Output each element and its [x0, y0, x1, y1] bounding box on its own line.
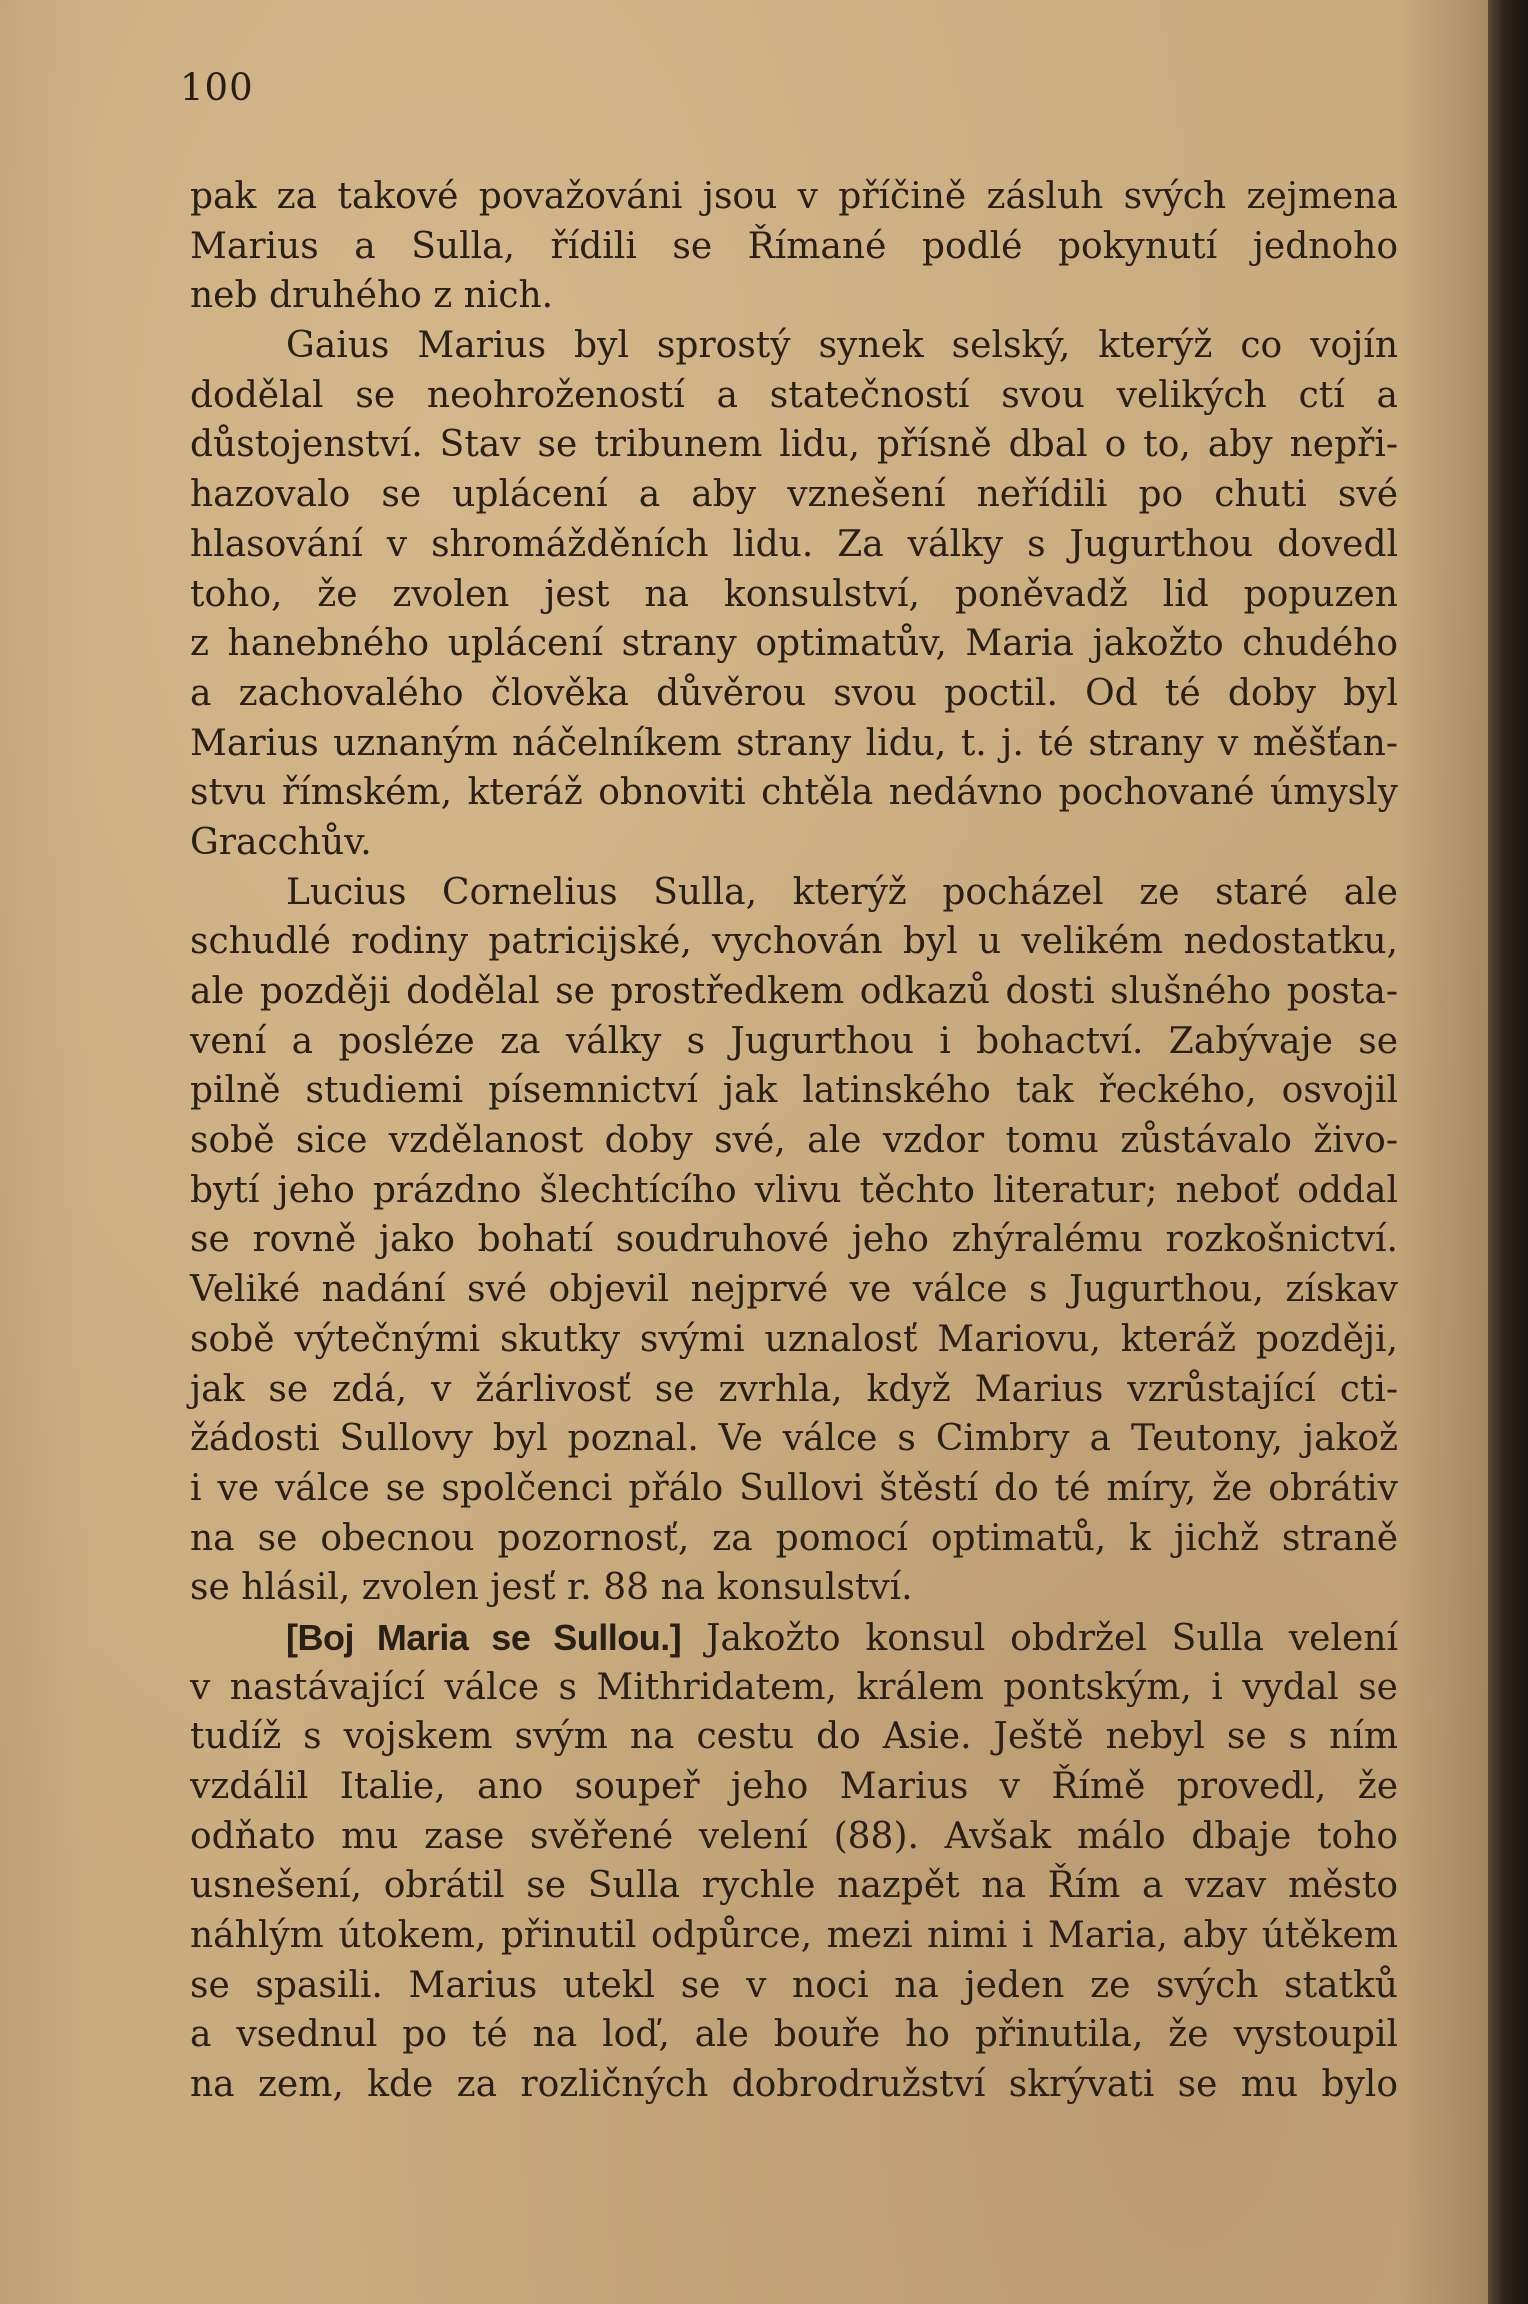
text-line: se spasili. Marius utekl se v noci na jeden ze svých statků [190, 1964, 1398, 2006]
text-line: i ve válce se spolčenci přálo Sullovi štěstí do té míry, že obrátiv [190, 1467, 1398, 1509]
text-line: Gaius Marius byl sprostý synek selský, kterýž co vojín [286, 325, 1398, 367]
text-line: sobě sice vzdělanost doby své, ale vzdor tomu zůstávalo živo- [190, 1120, 1398, 1162]
text-fragment: Jakožto konsul obdržel Sulla velení [681, 1617, 1399, 1659]
text-line: hlasování v shromážděních lidu. Za války s Jugurthou dovedl [190, 523, 1398, 565]
text-line: a vsednul po té na loď, ale bouře ho přinutila, že vystoupil [190, 2014, 1398, 2056]
book-binding-edge [1488, 0, 1528, 2304]
text-line: odňato mu zase svěřené velení (88). Avšak málo dbaje toho [190, 1815, 1398, 1857]
text-line: se rovně jako bohatí soudruhové jeho zhýralému rozkošnictví. [190, 1219, 1398, 1261]
text-line: Marius uznaným náčelníkem strany lidu, t. j. té strany v měšťan- [190, 722, 1398, 764]
text-line: neb druhého z nich. [190, 275, 554, 317]
text-line: hazovalo se uplácení a aby vznešení neřídili po chuti své [190, 474, 1398, 516]
text-line: z hanebného uplácení strany optimatův, Maria jakožto chudého [190, 623, 1398, 665]
text-line: pilně studiemi písemnictví jak latinského tak řeckého, osvojil [190, 1070, 1398, 1112]
text-line: a zachovalého člověka důvěrou svou poctil. Od té doby byl [190, 672, 1398, 714]
text-line: Gracchův. [190, 821, 372, 863]
text-line: se hlásil, zvolen jesť r. 88 na konsulství. [190, 1567, 913, 1609]
text-line-with-heading [190, 1613, 1398, 1663]
text-line: na se obecnou pozornosť, za pomocí optimatů, k jichž straně [190, 1517, 1398, 1559]
section-heading: [Boj Maria se Sullou.] [286, 1616, 682, 1658]
text-line: usnešení, obrátil se Sulla rychle nazpět na Řím a vzav město [190, 1865, 1398, 1907]
text-line: Lucius Cornelius Sulla, kterýž pocházel ze staré ale [286, 871, 1398, 913]
text-line: toho, že zvolen jest na konsulství, poněvadž lid popuzen [190, 573, 1398, 615]
text-line: dodělal se neohrožeností a statečností svou velikých ctí a [190, 374, 1398, 416]
text-line: sobě výtečnými skutky svými uznalosť Mariovu, kteráž později, [190, 1318, 1398, 1360]
text-line: tudíž s vojskem svým na cestu do Asie. Ještě nebyl se s ním [190, 1716, 1398, 1758]
text-line: na zem, kde za rozličných dobrodružství skrývati se mu bylo [190, 2064, 1398, 2106]
text-line: schudlé rodiny patricijské, vychován byl u velikém nedostatku, [190, 921, 1398, 963]
text-line: ale později dodělal se prostředkem odkazů dosti slušného posta- [190, 971, 1398, 1012]
text-line: jak se zdá, v žárlivosť se zvrhla, když Marius vzrůstající cti- [190, 1368, 1398, 1410]
text-line: důstojenství. Stav se tribunem lidu, přísně dbal o to, aby nepři- [190, 424, 1398, 466]
text-line: vzdálil Italie, ano soupeř jeho Marius v Římě provedl, že [190, 1766, 1398, 1807]
text-line: bytí jeho prázdno šlechtícího vlivu těchto literatur; neboť oddal [190, 1169, 1398, 1211]
text-line: Marius a Sulla, řídili se Římané podlé pokynutí jednoho [190, 225, 1398, 267]
body-text [190, 172, 1398, 2110]
text-line: pak za takové považováni jsou v příčině zásluh svých zejmena [190, 176, 1398, 217]
text-line: vení a posléze za války s Jugurthou i bohactví. Zabývaje se [190, 1020, 1398, 1062]
page-number: 100 [180, 66, 254, 109]
text-line: stvu římském, kteráž obnoviti chtěla nedávno pochované úmysly [190, 772, 1398, 814]
text-line: žádosti Sullovy byl poznal. Ve válce s Cimbry a Teutony, jakož [190, 1418, 1398, 1460]
text-line: v nastávající válce s Mithridatem, králem pontským, i vydal se [190, 1666, 1398, 1708]
text-line: náhlým útokem, přinutil odpůrce, mezi nimi i Maria, aby útěkem [190, 1915, 1398, 1957]
text-line: Veliké nadání své objevil nejprvé ve válce s Jugurthou, získav [190, 1269, 1398, 1311]
